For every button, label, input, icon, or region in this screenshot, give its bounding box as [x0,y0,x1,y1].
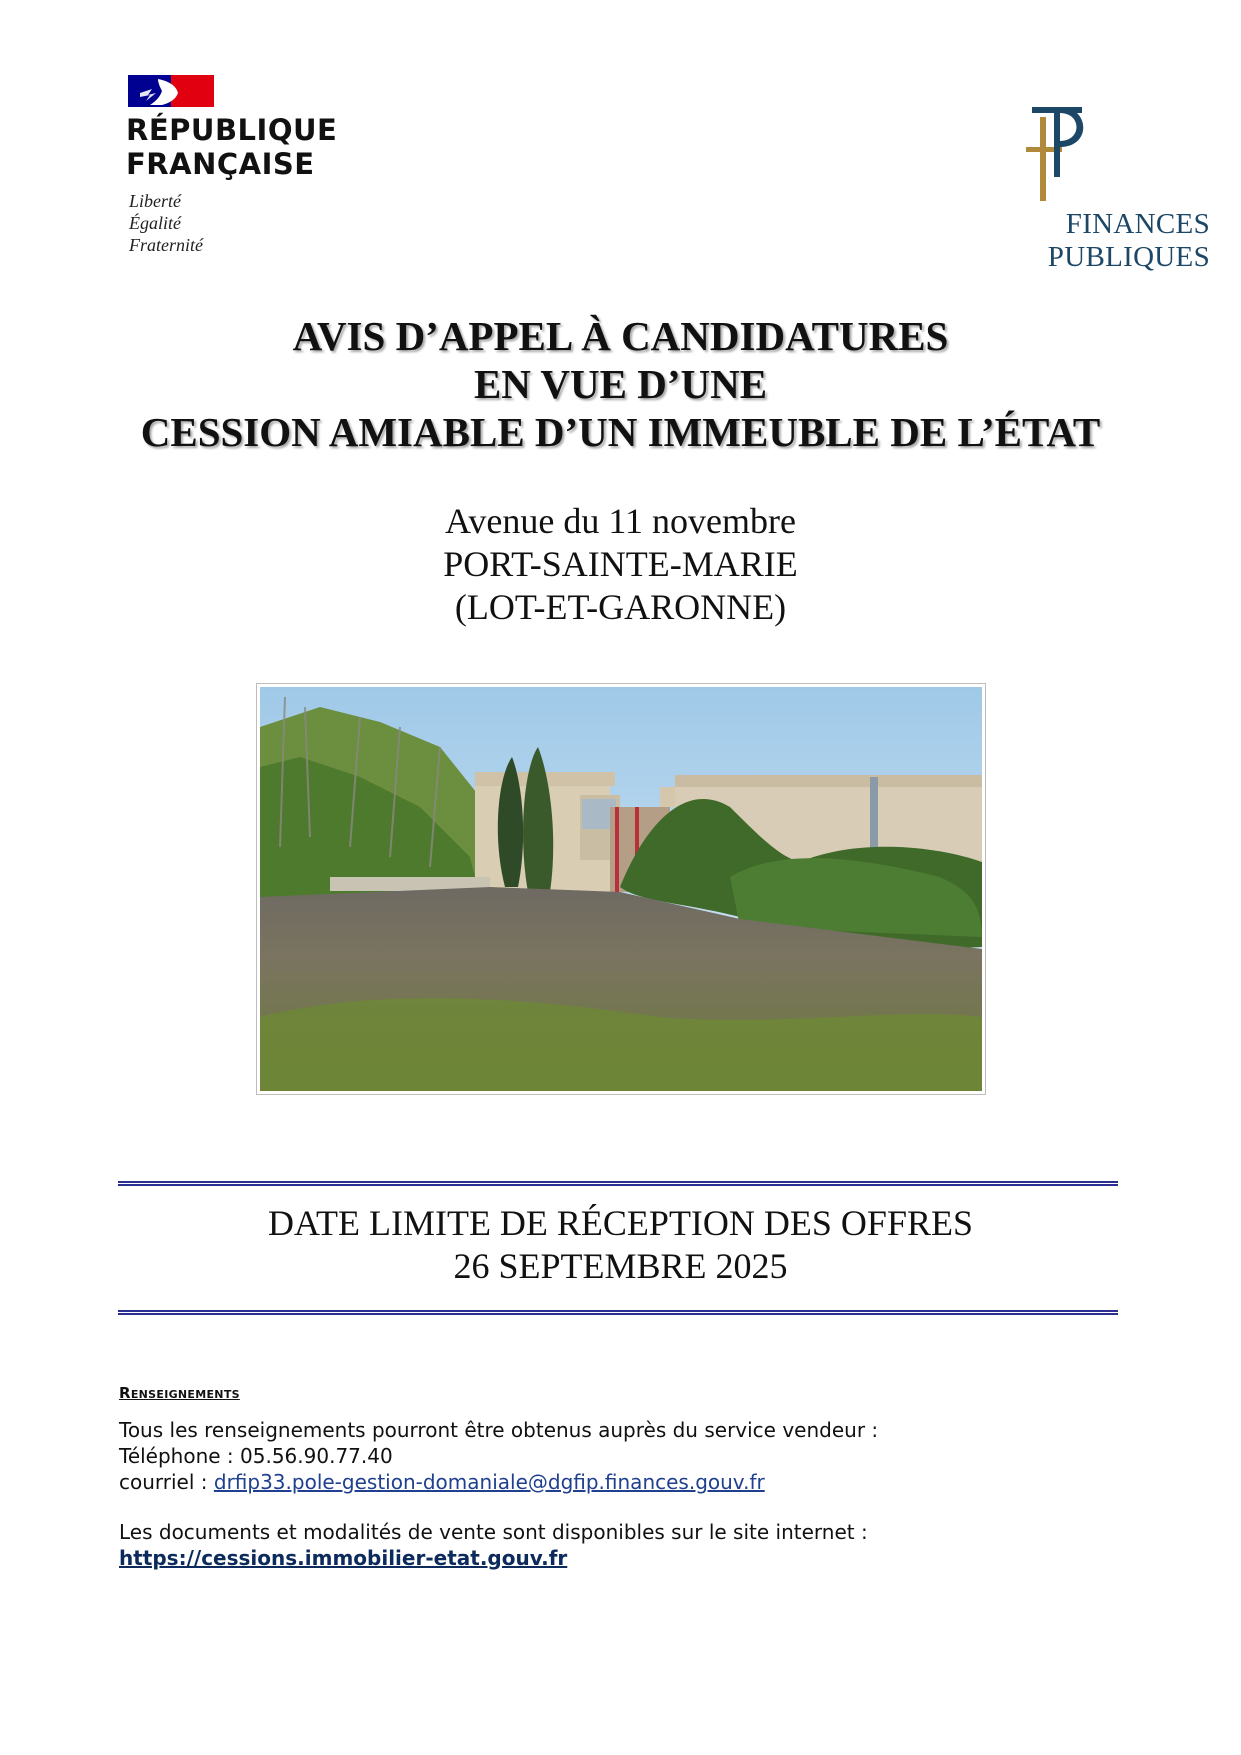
address-department: (LOT-ET-GARONNE) [454,587,787,627]
motto-fraternite: Fraternité [129,235,203,255]
info-phone: Téléphone : 05.56.90.77.40 [119,1444,393,1468]
motto-liberte: Liberté [129,191,181,211]
info-heading: Renseignements [119,1384,240,1402]
finances-publiques-text: FINANCES PUBLIQUES [1047,208,1210,273]
rf-title-line1: RÉPUBLIQUE [126,113,338,147]
finances-publiques-logo [1018,103,1098,201]
rf-title-line2: FRANÇAISE [126,147,315,181]
email-prefix: courriel : [119,1470,214,1494]
title-line2: EN VUE D’UNE [473,361,768,407]
address-street: Avenue du 11 novembre [445,501,796,541]
website-link[interactable]: https://cessions.immobilier-etat.gouv.fr [119,1546,568,1570]
info-documents: Les documents et modalités de vente sont disponibles sur le site internet : [119,1520,868,1544]
info-intro: Tous les renseignements pourront être obtenus auprès du service vendeur : [119,1418,879,1442]
email-link[interactable]: drfip33.pole-gestion-domaniale@dgfip.finances.gouv.fr [213,1470,765,1494]
notice-title [0,312,1241,456]
title-line3: CESSION AMIABLE D’UN IMMEUBLE DE L’ÉTAT [140,409,1101,455]
info-email-line [119,1470,765,1494]
republic-motto [129,190,203,256]
separator-top [118,1181,1118,1186]
separator-bottom [118,1310,1118,1315]
address-town: PORT-SAINTE-MARIE [443,544,798,584]
building-photo [260,687,982,1091]
republique-francaise-title [126,113,386,181]
marianne-logo [128,75,214,107]
deadline-label: DATE LIMITE DE RÉCEPTION DES OFFRES [267,1203,973,1243]
deadline-date: 26 SEPTEMBRE 2025 [453,1246,788,1286]
info-website-line [119,1546,567,1570]
motto-egalite: Égalité [129,213,181,233]
offer-deadline [0,1202,1241,1288]
property-address [0,500,1241,629]
title-line1: AVIS D’APPEL À CANDIDATURES [292,313,949,359]
